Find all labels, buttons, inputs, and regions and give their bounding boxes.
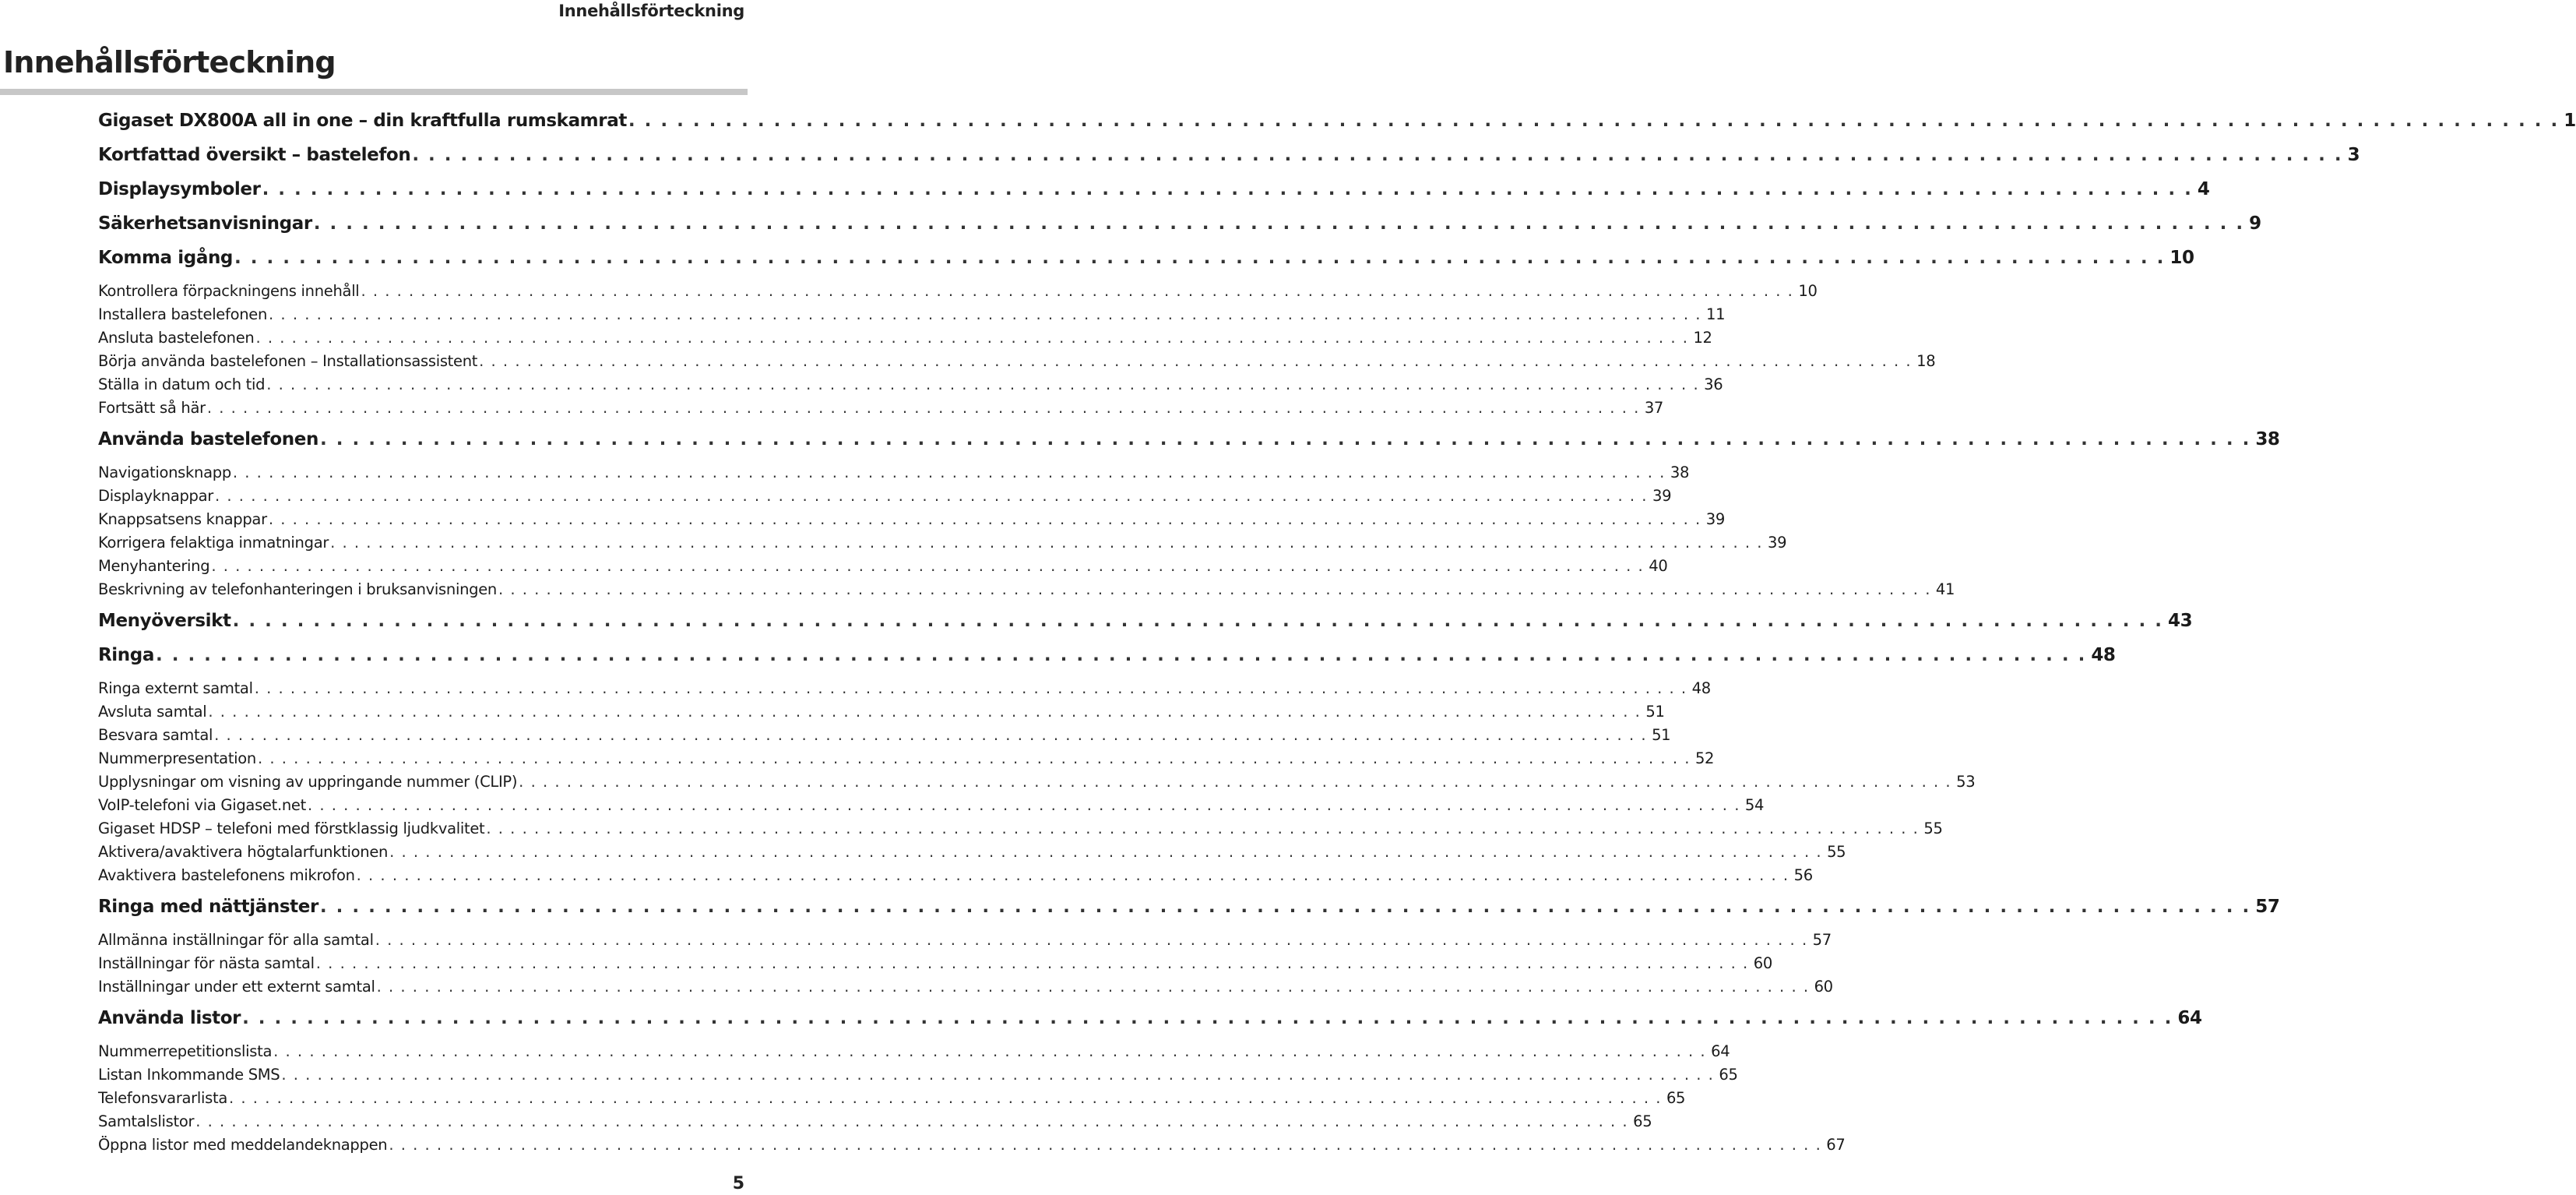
toc-entry-label: Ringa externt samtal — [98, 679, 253, 697]
toc-section-entry[interactable] — [98, 1112, 1652, 1136]
toc-entry-label: Kontrollera förpackningens innehåll — [98, 282, 360, 300]
toc-entry-label: Allmänna inställningar för alla samtal — [98, 931, 374, 949]
dot-leader: . . . . . . . . . . . . . . . . . . . . . . . . . . . . . . . . . . . . . . . . . . . . . . . . . . . . . . . . . . . . . . . . . . . . . . . . . . . . . . . . . . . . . . . . . . . . . . . . . . . . . . . . . . . . . . . . . . . . . . . . — [268, 510, 1701, 528]
toc-section-entry[interactable] — [98, 866, 1813, 890]
toc-entry-label: Ringa med nättjänster — [98, 897, 318, 917]
toc-chapter-entry[interactable] — [98, 611, 2193, 645]
dot-leader: . . . . . . . . . . . . . . . . . . . . . . . . . . . . . . . . . . . . . . . . . . . . . . . . . . . . . . . . . . . . . . . . . . . . . . . . . . . . . . . . . . . . . . . . . . . . . . . . . . . . . . . . . . . . . . . . . . . . . . . . — [155, 645, 2087, 665]
dot-leader: . . . . . . . . . . . . . . . . . . . . . . . . . . . . . . . . . . . . . . . . . . . . . . . . . . . . . . . . . . . . . . . . . . . . . . . . . . . . . . . . . . . . . . . . . . . . . . . . . . . . . . . . . . . . . . . . . . . . . . . . — [389, 1136, 1822, 1154]
toc-entry-page: 12 — [1693, 329, 1712, 347]
toc-entry-label: Aktivera/avaktivera högtalarfunktionen — [98, 843, 389, 861]
dot-leader: . . . . . . . . . . . . . . . . . . . . . . . . . . . . . . . . . . . . . . . . . . . . . . . . . . . . . . . . . . . . . . . . . . . . . . . . . . . . . . . . . . . . . . . . . . . . . . . . . . . . . . . . . . . . . . . . . . . . . . . . — [195, 1112, 1629, 1130]
toc-entry-label: Avaktivera bastelefonens mikrofon — [98, 866, 355, 884]
toc-chapter-entry[interactable] — [98, 1008, 2202, 1042]
dot-leader: . . . . . . . . . . . . . . . . . . . . . . . . . . . . . . . . . . . . . . . . . . . . . . . . . . . . . . . . . . . . . . . . . . . . . . . . . . . . . . . . . . . . . . . . . . . . . . . . . . . . . . . . . . . . . . . . . . . . . . . . — [361, 282, 1794, 300]
toc-entry-page: 67 — [1826, 1136, 1846, 1154]
toc-section-entry[interactable] — [98, 1089, 1686, 1112]
dot-leader: . . . . . . . . . . . . . . . . . . . . . . . . . . . . . . . . . . . . . . . . . . . . . . . . . . . . . . . . . . . . . . . . . . . . . . . . . . . . . . . . . . . . . . . . . . . . . . . . . . . . . . . . . . . . . . . . . . . . . . . . — [375, 931, 1808, 949]
toc-entry-label: Korrigera felaktiga inmatningar — [98, 534, 329, 552]
toc-chapter-entry[interactable] — [98, 179, 2210, 213]
toc-entry-page: 39 — [1652, 487, 1672, 505]
dot-leader: . . . . . . . . . . . . . . . . . . . . . . . . . . . . . . . . . . . . . . . . . . . . . . . . . . . . . . . . . . . . . . . . . . . . . . . . . . . . . . . . . . . . . . . . . . . . . . . . . . . . . . . . . . . . . . . . . . . . . . . . — [319, 429, 2251, 449]
toc-section-entry[interactable] — [98, 773, 1976, 796]
dot-leader: . . . . . . . . . . . . . . . . . . . . . . . . . . . . . . . . . . . . . . . . . . . . . . . . . . . . . . . . . . . . . . . . . . . . . . . . . . . . . . . . . . . . . . . . . . . . . . . . . . . . . . . . . . . . . . . . . . . . . . . . — [211, 557, 1645, 575]
toc-section-entry[interactable] — [98, 820, 1943, 843]
toc-entry-label: Menyhantering — [98, 557, 210, 575]
toc-section-entry[interactable] — [98, 352, 1936, 375]
toc-entry-label: Öppna listor med meddelandeknappen — [98, 1136, 388, 1154]
toc-entry-page: 52 — [1694, 749, 1715, 767]
dot-leader: . . . . . . . . . . . . . . . . . . . . . . . . . . . . . . . . . . . . . . . . . . . . . . . . . . . . . . . . . . . . . . . . . . . . . . . . . . . . . . . . . . . . . . . . . . . . . . . . . . . . . . . . . . . . . . . . . . . . . . . . — [232, 464, 1666, 481]
toc-section-entry[interactable] — [98, 399, 1664, 422]
dot-leader: . . . . . . . . . . . . . . . . . . . . . . . . . . . . . . . . . . . . . . . . . . . . . . . . . . . . . . . . . . . . . . . . . . . . . . . . . . . . . . . . . . . . . . . . . . . . . . . . . . . . . . . . . . . . . . . . . . . . . . . . — [242, 1008, 2173, 1028]
toc-entry-label: Listan Inkommande SMS — [98, 1066, 280, 1084]
dot-leader: . . . . . . . . . . . . . . . . . . . . . . . . . . . . . . . . . . . . . . . . . . . . . . . . . . . . . . . . . . . . . . . . . . . . . . . . . . . . . . . . . . . . . . . . . . . . . . . . . . . . . . . . . . . . . . . . . . . . . . . . — [257, 749, 1691, 767]
toc-section-entry[interactable] — [98, 843, 1846, 866]
toc-entry-label: Telefonsvararlista — [98, 1089, 227, 1107]
toc-entry-page: 48 — [1691, 679, 1711, 697]
toc-entry-label: Besvara samtal — [98, 726, 213, 744]
toc-entry-page: 38 — [2255, 429, 2280, 449]
toc-entry-label: Installera bastelefonen — [98, 305, 268, 323]
toc-entry-page: 4 — [2197, 179, 2210, 199]
toc-entry-label: Inställningar under ett externt samtal — [98, 978, 375, 996]
toc-section-entry[interactable] — [98, 954, 1772, 978]
toc-entry-label: Displaysymboler — [98, 179, 261, 199]
toc-entry-label: Inställningar för nästa samtal — [98, 954, 315, 972]
dot-leader: . . . . . . . . . . . . . . . . . . . . . . . . . . . . . . . . . . . . . . . . . . . . . . . . . . . . . . . . . . . . . . . . . . . . . . . . . . . . . . . . . . . . . . . . . . . . . . . . . . . . . . . . . . . . . . . . . . . . . . . . — [266, 375, 1700, 393]
toc-entry-page: 18 — [1916, 352, 1936, 370]
toc-section-entry[interactable] — [98, 282, 1818, 305]
dot-leader: . . . . . . . . . . . . . . . . . . . . . . . . . . . . . . . . . . . . . . . . . . . . . . . . . . . . . . . . . . . . . . . . . . . . . . . . . . . . . . . . . . . . . . . . . . . . . . . . . . . . . . . . . . . . . . . . . . . . . . . . — [479, 352, 1913, 370]
toc-chapter-entry[interactable] — [98, 897, 2280, 931]
toc-entry-page: 57 — [1812, 931, 1832, 949]
dot-leader: . . . . . . . . . . . . . . . . . . . . . . . . . . . . . . . . . . . . . . . . . . . . . . . . . . . . . . . . . . . . . . . . . . . . . . . . . . . . . . . . . . . . . . . . . . . . . . . . . . . . . . . . . . . . . . . . . . . . . . . . — [254, 679, 1687, 697]
dot-leader: . . . . . . . . . . . . . . . . . . . . . . . . . . . . . . . . . . . . . . . . . . . . . . . . . . . . . . . . . . . . . . . . . . . . . . . . . . . . . . . . . . . . . . . . . . . . . . . . . . . . . . . . . . . . . . . . . . . . . . . . — [232, 611, 2164, 631]
toc-entry-page: 53 — [1956, 773, 1976, 791]
dot-leader: . . . . . . . . . . . . . . . . . . . . . . . . . . . . . . . . . . . . . . . . . . . . . . . . . . . . . . . . . . . . . . . . . . . . . . . . . . . . . . . . . . . . . . . . . . . . . . . . . . . . . . . . . . . . . . . . . . . . . . . . — [234, 248, 2166, 268]
toc-entry-page: 36 — [1704, 375, 1723, 393]
toc-entry-label: Ringa — [98, 645, 154, 665]
dot-leader: . . . . . . . . . . . . . . . . . . . . . . . . . . . . . . . . . . . . . . . . . . . . . . . . . . . . . . . . . . . . . . . . . . . . . . . . . . . . . . . . . . . . . . . . . . . . . . . . . . . . . . . . . . . . . . . . . . . . . . . . — [255, 329, 1689, 347]
toc-entry-page: 39 — [1768, 534, 1787, 552]
dot-leader: . . . . . . . . . . . . . . . . . . . . . . . . . . . . . . . . . . . . . . . . . . . . . . . . . . . . . . . . . . . . . . . . . . . . . . . . . . . . . . . . . . . . . . . . . . . . . . . . . . . . . . . . . . . . . . . . . . . . . . . . — [206, 399, 1640, 417]
dot-leader: . . . . . . . . . . . . . . . . . . . . . . . . . . . . . . . . . . . . . . . . . . . . . . . . . . . . . . . . . . . . . . . . . . . . . . . . . . . . . . . . . . . . . . . . . . . . . . . . . . . . . . . . . . . . . . . . . . . . . . . . — [215, 487, 1648, 505]
toc-section-entry[interactable] — [98, 557, 1668, 580]
toc-section-entry[interactable] — [98, 329, 1712, 352]
toc-entry-label: Använda listor — [98, 1008, 241, 1028]
toc-entry-label: Upplysningar om visning av uppringande nummer (CLIP) — [98, 773, 518, 791]
toc-entry-label: Gigaset DX800A all in one – din kraftfulla rumskamrat — [98, 111, 627, 131]
toc-entry-label: Nummerpresentation — [98, 749, 256, 767]
dot-leader: . . . . . . . . . . . . . . . . . . . . . . . . . . . . . . . . . . . . . . . . . . . . . . . . . . . . . . . . . . . . . . . . . . . . . . . . . . . . . . . . . . . . . . . . . . . . . . . . . . . . . . . . . . . . . . . . . . . . . . . . — [356, 866, 1789, 884]
toc-section-entry[interactable] — [98, 978, 1833, 1001]
toc-entry-page: 55 — [1923, 820, 1943, 837]
page-title: Innehållsförteckning — [3, 45, 336, 79]
toc-entry-label: Kortfattad översikt – bastelefon — [98, 145, 411, 165]
toc-entry-page: 10 — [2170, 248, 2194, 268]
toc-entry-page: 65 — [1666, 1089, 1686, 1107]
toc-entry-page: 10 — [1798, 282, 1818, 300]
toc-entry-page: 65 — [1719, 1066, 1738, 1084]
dot-leader: . . . . . . . . . . . . . . . . . . . . . . . . . . . . . . . . . . . . . . . . . . . . . . . . . . . . . . . . . . . . . . . . . . . . . . . . . . . . . . . . . . . . . . . . . . . . . . . . . . . . . . . . . . . . . . . . . . . . . . . . — [269, 305, 1701, 323]
toc-section-entry[interactable] — [98, 931, 1832, 954]
toc-entry-label: VoIP-telefoni via Gigaset.net — [98, 796, 306, 814]
dot-leader: . . . . . . . . . . . . . . . . . . . . . . . . . . . . . . . . . . . . . . . . . . . . . . . . . . . . . . . . . . . . . . . . . . . . . . . . . . . . . . . . . . . . . . . . . . . . . . . . . . . . . . . . . . . . . . . . . . . . . . . . — [214, 726, 1648, 744]
toc-section-entry[interactable] — [98, 580, 1955, 604]
toc-chapter-entry[interactable] — [98, 645, 2116, 679]
toc-entry-label: Knappsatsens knappar — [98, 510, 267, 528]
dot-leader: . . . . . . . . . . . . . . . . . . . . . . . . . . . . . . . . . . . . . . . . . . . . . . . . . . . . . . . . . . . . . . . . . . . . . . . . . . . . . . . . . . . . . . . . . . . . . . . . . . . . . . . . . . . . . . . . . . . . . . . . — [313, 213, 2245, 234]
dot-leader: . . . . . . . . . . . . . . . . . . . . . . . . . . . . . . . . . . . . . . . . . . . . . . . . . . . . . . . . . . . . . . . . . . . . . . . . . . . . . . . . . . . . . . . . . . . . . . . . . . . . . . . . . . . . . . . . . . . . . . . . — [319, 897, 2251, 917]
toc-entry-label: Beskrivning av telefonhanteringen i bruksanvisningen — [98, 580, 497, 598]
dot-leader: . . . . . . . . . . . . . . . . . . . . . . . . . . . . . . . . . . . . . . . . . . . . . . . . . . . . . . . . . . . . . . . . . . . . . . . . . . . . . . . . . . . . . . . . . . . . . . . . . . . . . . . . . . . . . . . . . . . . . . . . — [273, 1042, 1707, 1060]
dot-leader: . . . . . . . . . . . . . . . . . . . . . . . . . . . . . . . . . . . . . . . . . . . . . . . . . . . . . . . . . . . . . . . . . . . . . . . . . . . . . . . . . . . . . . . . . . . . . . . . . . . . . . . . . . . . . . . . . . . . . . . . — [519, 773, 1952, 791]
toc-entry-page: 57 — [2255, 897, 2280, 917]
toc-entry-page: 40 — [1649, 557, 1668, 575]
toc-section-entry[interactable] — [98, 305, 1726, 329]
toc-section-entry[interactable] — [98, 703, 1665, 726]
toc-entry-page: 56 — [1793, 866, 1813, 884]
toc-entry-page: 51 — [1645, 703, 1665, 721]
toc-section-entry[interactable] — [98, 1042, 1730, 1066]
toc-section-entry[interactable] — [98, 487, 1672, 510]
toc-entry-label: Fortsätt så här — [98, 399, 206, 417]
toc-entry-label: Menyöversikt — [98, 611, 231, 631]
title-rule — [0, 89, 748, 95]
dot-leader: . . . . . . . . . . . . . . . . . . . . . . . . . . . . . . . . . . . . . . . . . . . . . . . . . . . . . . . . . . . . . . . . . . . . . . . . . . . . . . . . . . . . . . . . . . . . . . . . . . . . . . . . . . . . . . . . . . . . . . . . — [262, 179, 2193, 199]
toc-entry-page: 65 — [1633, 1112, 1652, 1130]
toc-entry-page: 1 — [2564, 111, 2576, 131]
toc-section-entry[interactable] — [98, 534, 1787, 557]
toc-section-entry[interactable] — [98, 679, 1711, 703]
toc-entry-page: 9 — [2249, 213, 2261, 234]
toc-entry-page: 43 — [2168, 611, 2193, 631]
toc-entry-page: 11 — [1705, 305, 1726, 323]
dot-leader: . . . . . . . . . . . . . . . . . . . . . . . . . . . . . . . . . . . . . . . . . . . . . . . . . . . . . . . . . . . . . . . . . . . . . . . . . . . . . . . . . . . . . . . . . . . . . . . . . . . . . . . . . . . . . . . . . . . . . . . . — [281, 1066, 1715, 1084]
toc-entry-label: Avsluta samtal — [98, 703, 207, 721]
toc-entry-label: Displayknappar — [98, 487, 214, 505]
toc-entry-page: 55 — [1827, 843, 1846, 861]
toc-entry-label: Säkerhetsanvisningar — [98, 213, 312, 234]
toc-entry-page: 64 — [1711, 1042, 1730, 1060]
toc-chapter-entry[interactable] — [98, 111, 2576, 145]
toc-entry-page: 60 — [1753, 954, 1772, 972]
toc-section-entry[interactable] — [98, 1066, 1738, 1089]
toc-entry-page: 60 — [1814, 978, 1833, 996]
toc-entry-page: 39 — [1705, 510, 1725, 528]
toc-chapter-entry[interactable] — [98, 429, 2280, 464]
toc-entry-page: 64 — [2177, 1008, 2202, 1028]
dot-leader: . . . . . . . . . . . . . . . . . . . . . . . . . . . . . . . . . . . . . . . . . . . . . . . . . . . . . . . . . . . . . . . . . . . . . . . . . . . . . . . . . . . . . . . . . . . . . . . . . . . . . . . . . . . . . . . . . . . . . . . . — [307, 796, 1740, 814]
toc-section-entry[interactable] — [98, 464, 1690, 487]
toc-chapter-entry[interactable] — [98, 248, 2194, 282]
toc-entry-page: 37 — [1644, 399, 1664, 417]
dot-leader: . . . . . . . . . . . . . . . . . . . . . . . . . . . . . . . . . . . . . . . . . . . . . . . . . . . . . . . . . . . . . . . . . . . . . . . . . . . . . . . . . . . . . . . . . . . . . . . . . . . . . . . . . . . . . . . . . . . . . . . . — [376, 978, 1810, 996]
toc-entry-label: Börja använda bastelefonen – Installationsassistent — [98, 352, 478, 370]
toc-chapter-entry[interactable] — [98, 145, 2360, 179]
page-number: 5 — [732, 1174, 744, 1193]
toc-entry-page: 51 — [1652, 726, 1671, 744]
toc-section-entry[interactable] — [98, 749, 1715, 773]
toc-entry-label: Använda bastelefonen — [98, 429, 318, 449]
toc-chapter-entry[interactable] — [98, 213, 2261, 248]
toc-entry-page: 48 — [2091, 645, 2116, 665]
dot-leader: . . . . . . . . . . . . . . . . . . . . . . . . . . . . . . . . . . . . . . . . . . . . . . . . . . . . . . . . . . . . . . . . . . . . . . . . . . . . . . . . . . . . . . . . . . . . . . . . . . . . . . . . . . . . . . . . . . . . . . . . — [486, 820, 1920, 837]
toc-entry-label: Komma igång — [98, 248, 233, 268]
dot-leader: . . . . . . . . . . . . . . . . . . . . . . . . . . . . . . . . . . . . . . . . . . . . . . . . . . . . . . . . . . . . . . . . . . . . . . . . . . . . . . . . . . . . . . . . . . . . . . . . . . . . . . . . . . . . . . . . . . . . . . . . — [208, 703, 1642, 721]
dot-leader: . . . . . . . . . . . . . . . . . . . . . . . . . . . . . . . . . . . . . . . . . . . . . . . . . . . . . . . . . . . . . . . . . . . . . . . . . . . . . . . . . . . . . . . . . . . . . . . . . . . . . . . . . . . . . . . . . . . . . . . . — [389, 843, 1823, 861]
dot-leader: . . . . . . . . . . . . . . . . . . . . . . . . . . . . . . . . . . . . . . . . . . . . . . . . . . . . . . . . . . . . . . . . . . . . . . . . . . . . . . . . . . . . . . . . . . . . . . . . . . . . . . . . . . . . . . . . . . . . . . . . — [229, 1089, 1662, 1107]
toc-entry-page: 41 — [1935, 580, 1955, 598]
toc-entry-label: Gigaset HDSP – telefoni med förstklassig ljudkvalitet — [98, 820, 485, 837]
toc-section-entry[interactable] — [98, 1136, 1846, 1159]
toc-section-entry[interactable] — [98, 726, 1671, 749]
toc-entry-label: Nummerrepetitionslista — [98, 1042, 273, 1060]
dot-leader: . . . . . . . . . . . . . . . . . . . . . . . . . . . . . . . . . . . . . . . . . . . . . . . . . . . . . . . . . . . . . . . . . . . . . . . . . . . . . . . . . . . . . . . . . . . . . . . . . . . . . . . . . . . . . . . . . . . . . . . . — [412, 145, 2343, 165]
running-header: Innehållsförteckning — [558, 2, 744, 20]
toc-section-entry[interactable] — [98, 510, 1725, 534]
toc-section-entry[interactable] — [98, 375, 1723, 399]
toc-entry-page: 54 — [1744, 796, 1765, 814]
dot-leader: . . . . . . . . . . . . . . . . . . . . . . . . . . . . . . . . . . . . . . . . . . . . . . . . . . . . . . . . . . . . . . . . . . . . . . . . . . . . . . . . . . . . . . . . . . . . . . . . . . . . . . . . . . . . . . . . . . . . . . . . — [498, 580, 1931, 598]
table-of-contents — [98, 111, 2576, 1159]
toc-entry-label: Navigationsknapp — [98, 464, 231, 481]
toc-section-entry[interactable] — [98, 796, 1765, 820]
toc-entry-label: Ansluta bastelefonen — [98, 329, 255, 347]
toc-entry-label: Samtalslistor — [98, 1112, 195, 1130]
toc-entry-page: 3 — [2347, 145, 2360, 165]
dot-leader: . . . . . . . . . . . . . . . . . . . . . . . . . . . . . . . . . . . . . . . . . . . . . . . . . . . . . . . . . . . . . . . . . . . . . . . . . . . . . . . . . . . . . . . . . . . . . . . . . . . . . . . . . . . . . . . . . . . . . . . . — [315, 954, 1749, 972]
toc-entry-page: 38 — [1670, 464, 1690, 481]
dot-leader: . . . . . . . . . . . . . . . . . . . . . . . . . . . . . . . . . . . . . . . . . . . . . . . . . . . . . . . . . . . . . . . . . . . . . . . . . . . . . . . . . . . . . . . . . . . . . . . . . . . . . . . . . . . . . . . . . . . . . . . . — [628, 111, 2560, 131]
dot-leader: . . . . . . . . . . . . . . . . . . . . . . . . . . . . . . . . . . . . . . . . . . . . . . . . . . . . . . . . . . . . . . . . . . . . . . . . . . . . . . . . . . . . . . . . . . . . . . . . . . . . . . . . . . . . . . . . . . . . . . . . — [330, 534, 1764, 552]
toc-entry-label: Ställa in datum och tid — [98, 375, 266, 393]
